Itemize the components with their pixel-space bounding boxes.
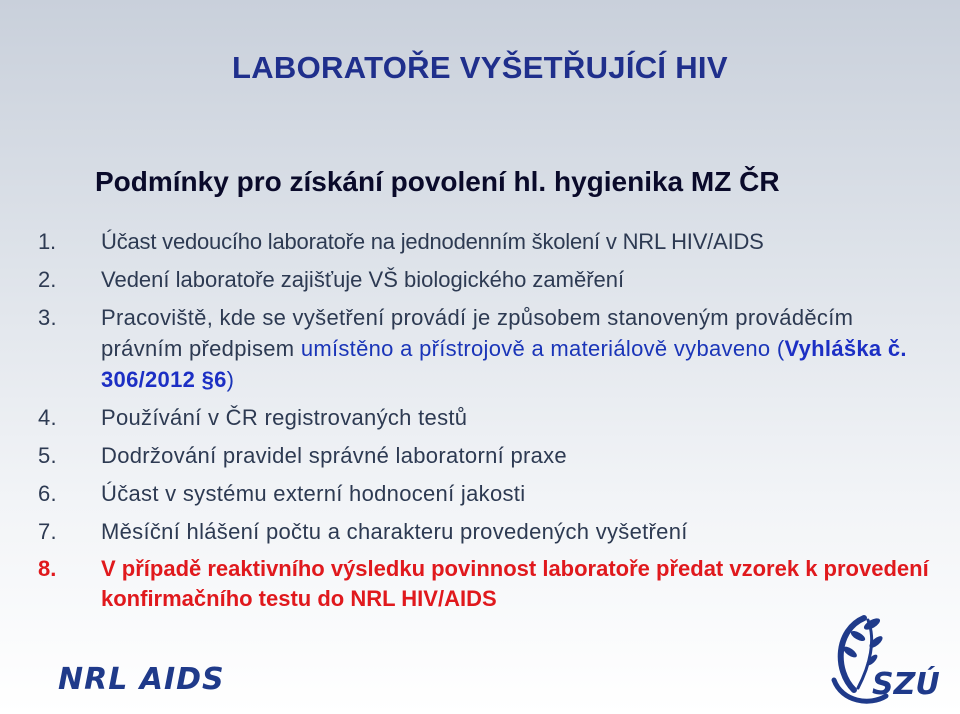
- list-item: [38, 478, 938, 509]
- item-number: 2.: [38, 267, 57, 292]
- item-text: Pracoviště, kde se vyšetření provádí je způsobem stanoveným prováděcím právním předpisem: [101, 305, 854, 361]
- list-item: [38, 402, 938, 433]
- list-item: [38, 516, 938, 547]
- szu-logo: [806, 610, 956, 710]
- item-text: Účast v systému externí hodnocení jakosti: [101, 481, 526, 506]
- slide-subtitle: Podmínky pro získání povolení hl. hygienika MZ ČR: [95, 166, 780, 197]
- item-text-highlight: umístěno a přístrojově a materiálově vybaveno (: [300, 336, 785, 361]
- item-number: 5.: [38, 443, 57, 468]
- item-text: V případě reaktivního výsledku povinnost laboratoře předat vzorek k provedení konfirmačního testu do NRL HIV/AIDS: [101, 556, 929, 611]
- item-text: Dodržování pravidel správné laboratorní praxe: [101, 443, 567, 468]
- nrl-aids-logo-text: NRL AIDS: [58, 662, 225, 697]
- list-item: [38, 264, 938, 295]
- list-item-alert: [38, 554, 938, 614]
- nrl-aids-logo: [56, 655, 231, 699]
- item-number: 7.: [38, 519, 57, 544]
- item-text: Měsíční hlášení počtu a charakteru provedených vyšetření: [101, 519, 688, 544]
- slide-title: LABORATOŘE VYŠETŘUJÍCÍ HIV: [232, 50, 728, 85]
- szu-logo-text: SZÚ: [872, 667, 940, 702]
- list-item: [38, 440, 938, 471]
- item-text-closing: ): [226, 367, 235, 392]
- item-number: 8.: [38, 556, 57, 581]
- item-number: 3.: [38, 305, 57, 330]
- list-item: [38, 226, 938, 257]
- list-item: [38, 302, 938, 395]
- requirements-list: [38, 226, 938, 621]
- item-number: 1.: [38, 229, 56, 254]
- item-text: Vedení laboratoře zajišťuje VŠ biologického zaměření: [101, 267, 625, 292]
- item-text: Používání v ČR registrovaných testů: [101, 405, 468, 430]
- item-text: Účast vedoucího laboratoře na jednodenním školení v NRL HIV/AIDS: [101, 229, 764, 254]
- item-number: 4.: [38, 405, 57, 430]
- item-number: 6.: [38, 481, 57, 506]
- decree-reference: Vyhláška č. 306/2012 §6: [101, 336, 907, 392]
